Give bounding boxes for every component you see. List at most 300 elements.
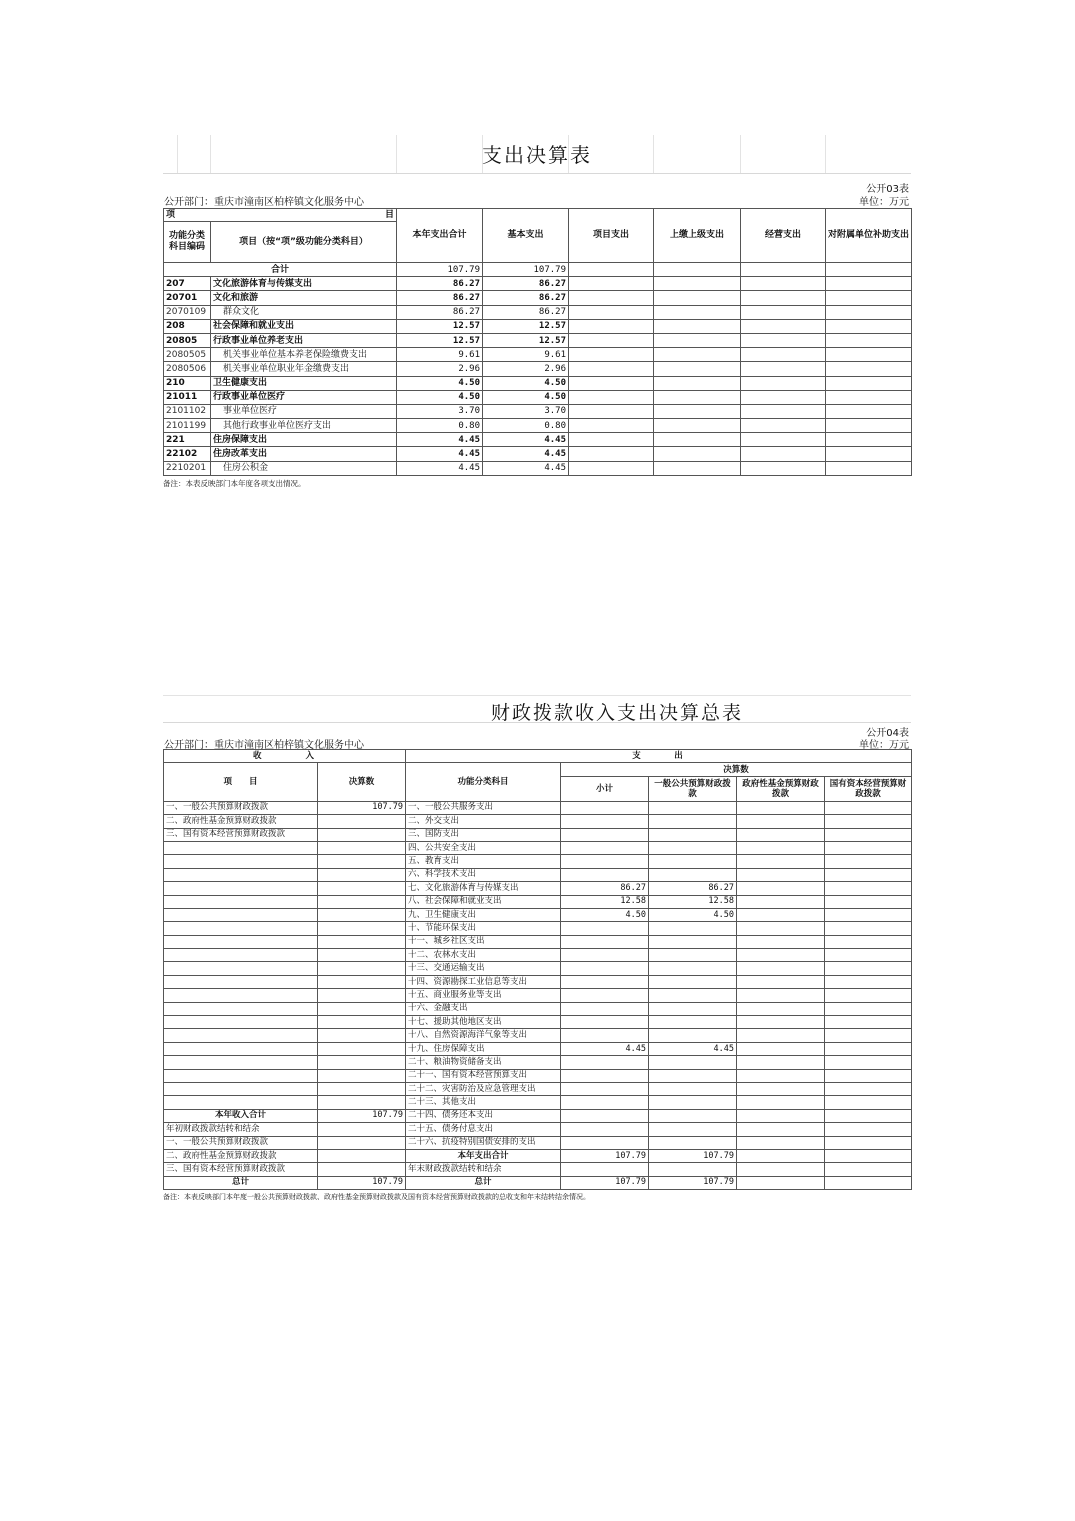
empty-cell bbox=[825, 1163, 912, 1176]
table-row bbox=[164, 1069, 912, 1082]
table1-title-row bbox=[163, 135, 911, 174]
row-income-amount bbox=[318, 1016, 406, 1029]
row-income-label bbox=[164, 1029, 318, 1042]
row-code: 210 bbox=[164, 376, 211, 390]
row-expense-label: 十五、商业服务业等支出 bbox=[406, 989, 561, 1002]
table1-note: 备注：本表反映部门本年度各项支出情况。 bbox=[163, 478, 306, 488]
row-subtotal bbox=[561, 1056, 649, 1069]
empty-cell bbox=[654, 376, 741, 390]
expenditure-table bbox=[163, 208, 912, 476]
table1-form-code: 公开03表 bbox=[866, 184, 909, 195]
row-subtotal: 4.50 bbox=[561, 908, 649, 921]
table-row bbox=[164, 1056, 912, 1069]
row-code: 21011 bbox=[164, 390, 211, 404]
table-row bbox=[164, 1096, 912, 1109]
empty-cell bbox=[825, 1069, 912, 1082]
empty-cell bbox=[741, 447, 826, 461]
table-row bbox=[164, 989, 912, 1002]
empty-cell bbox=[737, 801, 825, 814]
table2-header-row-1 bbox=[164, 750, 912, 763]
empty-cell bbox=[741, 319, 826, 333]
empty-cell bbox=[825, 1176, 912, 1189]
row-name: 住房保障支出 bbox=[211, 433, 397, 447]
table1-title: 支出决算表 bbox=[482, 143, 592, 167]
row-name: 住房公积金 bbox=[211, 461, 397, 475]
header-general: 一般公共预算财政拨款 bbox=[649, 776, 737, 801]
empty-cell bbox=[741, 362, 826, 376]
row-income-label bbox=[164, 962, 318, 975]
empty-cell bbox=[737, 962, 825, 975]
row-income-label: 一、一般公共预算财政拨款 bbox=[164, 1136, 318, 1149]
table2-note: 备注：本表反映部门本年度一般公共预算财政拨款、政府性基金预算财政拨款及国有资本经营预算财政拨款的总收支和年末结转结余情况。 bbox=[163, 1193, 590, 1202]
empty-cell bbox=[741, 461, 826, 475]
row-income-amount bbox=[318, 1056, 406, 1069]
row-basic: 4.45 bbox=[483, 447, 569, 461]
row-total: 0.80 bbox=[397, 419, 483, 433]
row-name: 行政事业单位医疗 bbox=[211, 390, 397, 404]
row-name: 机关事业单位基本养老保险缴费支出 bbox=[211, 348, 397, 362]
row-income-amount bbox=[318, 1123, 406, 1136]
empty-cell bbox=[825, 1136, 912, 1149]
table-row bbox=[164, 895, 912, 908]
empty-cell bbox=[654, 362, 741, 376]
row-basic: 12.57 bbox=[483, 333, 569, 347]
empty-cell bbox=[825, 1042, 912, 1055]
empty-cell bbox=[825, 855, 912, 868]
row-expense-label: 十七、援助其他地区支出 bbox=[406, 1016, 561, 1029]
row-basic: 86.27 bbox=[483, 291, 569, 305]
empty-cell bbox=[569, 390, 654, 404]
row-expense-label: 本年支出合计 bbox=[406, 1149, 561, 1162]
header-subsidy: 对附属单位补助支出 bbox=[826, 209, 912, 263]
row-income-amount bbox=[318, 855, 406, 868]
row-subtotal: 4.45 bbox=[561, 1042, 649, 1055]
row-subtotal bbox=[561, 935, 649, 948]
table2-form-code: 公开04表 bbox=[866, 728, 909, 739]
row-income-label: 三、国有资本经营预算财政拨款 bbox=[164, 1163, 318, 1176]
header-business: 经营支出 bbox=[741, 209, 826, 263]
empty-cell bbox=[569, 433, 654, 447]
row-subtotal bbox=[561, 989, 649, 1002]
row-name: 文化和旅游 bbox=[211, 291, 397, 305]
row-income-label bbox=[164, 949, 318, 962]
header-name: 项目（按“项”级功能分类科目） bbox=[211, 222, 397, 263]
row-expense-label: 二十四、债务还本支出 bbox=[406, 1109, 561, 1122]
table-row bbox=[164, 319, 912, 333]
row-expense-label: 四、公共安全支出 bbox=[406, 841, 561, 854]
empty-cell bbox=[825, 1016, 912, 1029]
row-name: 行政事业单位养老支出 bbox=[211, 333, 397, 347]
row-subtotal bbox=[561, 841, 649, 854]
row-general bbox=[649, 801, 737, 814]
empty-cell bbox=[737, 841, 825, 854]
row-income-label bbox=[164, 1056, 318, 1069]
empty-cell bbox=[569, 362, 654, 376]
empty-cell bbox=[826, 348, 912, 362]
empty-cell bbox=[825, 801, 912, 814]
row-total: 86.27 bbox=[397, 277, 483, 291]
row-code: 2101102 bbox=[164, 404, 211, 418]
empty-cell bbox=[654, 277, 741, 291]
row-expense-label: 十二、农林水支出 bbox=[406, 949, 561, 962]
table-row bbox=[164, 1109, 912, 1122]
table2-meta bbox=[163, 723, 911, 749]
row-code: 207 bbox=[164, 277, 211, 291]
row-expense-label: 二十、粮油物资储备支出 bbox=[406, 1056, 561, 1069]
row-subtotal bbox=[561, 1002, 649, 1015]
table-row bbox=[164, 1123, 912, 1136]
row-total: 3.70 bbox=[397, 404, 483, 418]
row-income-amount bbox=[318, 1082, 406, 1095]
empty-cell bbox=[737, 855, 825, 868]
row-name: 社会保障和就业支出 bbox=[211, 319, 397, 333]
row-income-label bbox=[164, 1042, 318, 1055]
empty-cell bbox=[741, 277, 826, 291]
empty-cell bbox=[825, 1029, 912, 1042]
row-income-amount bbox=[318, 1136, 406, 1149]
table-row bbox=[164, 277, 912, 291]
table-row bbox=[164, 962, 912, 975]
row-basic: 4.50 bbox=[483, 376, 569, 390]
header-total: 本年支出合计 bbox=[397, 209, 483, 263]
empty-cell bbox=[741, 348, 826, 362]
empty-cell bbox=[737, 1176, 825, 1189]
empty-cell bbox=[825, 1002, 912, 1015]
table-row bbox=[164, 419, 912, 433]
table2-unit: 单位：万元 bbox=[859, 740, 909, 751]
empty-cell bbox=[825, 1096, 912, 1109]
row-general bbox=[649, 989, 737, 1002]
row-general: 107.79 bbox=[649, 1176, 737, 1189]
row-basic: 12.57 bbox=[483, 319, 569, 333]
row-income-amount bbox=[318, 908, 406, 921]
row-subtotal bbox=[561, 1029, 649, 1042]
empty-cell bbox=[737, 1069, 825, 1082]
row-general bbox=[649, 975, 737, 988]
row-subtotal bbox=[561, 1163, 649, 1176]
table-row bbox=[164, 348, 912, 362]
row-code: 2210201 bbox=[164, 461, 211, 475]
table-row bbox=[164, 1082, 912, 1095]
empty-cell bbox=[825, 935, 912, 948]
row-total: 4.45 bbox=[397, 433, 483, 447]
header-subtotal: 小计 bbox=[561, 776, 649, 801]
empty-cell bbox=[826, 291, 912, 305]
empty-cell bbox=[826, 277, 912, 291]
row-expense-label: 二十五、债务付息支出 bbox=[406, 1123, 561, 1136]
row-total: 86.27 bbox=[397, 305, 483, 319]
row-subtotal bbox=[561, 1136, 649, 1149]
row-income-amount bbox=[318, 1149, 406, 1162]
table2-body bbox=[164, 801, 912, 1189]
table-row bbox=[164, 922, 912, 935]
table2-title: 财政拨款收入支出决算总表 bbox=[490, 702, 743, 724]
row-subtotal bbox=[561, 801, 649, 814]
table2-department: 公开部门：重庆市潼南区柏梓镇文化服务中心 bbox=[164, 740, 364, 751]
table1-body bbox=[164, 277, 912, 476]
header-func: 功能分类科目 bbox=[406, 763, 561, 801]
header-item: 项 目 bbox=[164, 763, 318, 801]
table-row bbox=[164, 1149, 912, 1162]
empty-cell bbox=[737, 1163, 825, 1176]
empty-cell bbox=[825, 922, 912, 935]
total-amount: 107.79 bbox=[397, 263, 483, 277]
empty-cell bbox=[826, 404, 912, 418]
row-income-label bbox=[164, 841, 318, 854]
row-general bbox=[649, 1082, 737, 1095]
empty-cell bbox=[825, 841, 912, 854]
empty-cell bbox=[737, 1096, 825, 1109]
row-subtotal bbox=[561, 1069, 649, 1082]
row-general: 12.58 bbox=[649, 895, 737, 908]
empty-cell bbox=[826, 461, 912, 475]
table1-header-row-1 bbox=[164, 209, 912, 222]
empty-cell bbox=[741, 376, 826, 390]
table-row bbox=[164, 868, 912, 881]
empty-cell bbox=[737, 989, 825, 1002]
empty-cell bbox=[737, 1016, 825, 1029]
row-basic: 0.80 bbox=[483, 419, 569, 433]
row-income-amount bbox=[318, 815, 406, 828]
row-general bbox=[649, 828, 737, 841]
row-income-amount bbox=[318, 828, 406, 841]
row-income-amount: 107.79 bbox=[318, 1176, 406, 1189]
empty-cell bbox=[569, 319, 654, 333]
row-income-amount bbox=[318, 962, 406, 975]
header-basic: 基本支出 bbox=[483, 209, 569, 263]
row-expense-label: 十三、交通运输支出 bbox=[406, 962, 561, 975]
row-expense-label: 十四、资源勘探工业信息等支出 bbox=[406, 975, 561, 988]
empty-cell bbox=[569, 333, 654, 347]
row-income-label: 本年收入合计 bbox=[164, 1109, 318, 1122]
row-income-label bbox=[164, 855, 318, 868]
table-row bbox=[164, 815, 912, 828]
row-expense-label: 八、社会保障和就业支出 bbox=[406, 895, 561, 908]
row-total: 4.50 bbox=[397, 376, 483, 390]
total-basic: 107.79 bbox=[483, 263, 569, 277]
row-general bbox=[649, 1056, 737, 1069]
row-total: 4.45 bbox=[397, 461, 483, 475]
row-general bbox=[649, 1016, 737, 1029]
empty-cell bbox=[825, 882, 912, 895]
row-expense-label: 二十六、抗疫特别国债安排的支出 bbox=[406, 1136, 561, 1149]
row-expense-label: 三、国防支出 bbox=[406, 828, 561, 841]
row-expense-label: 十一、城乡社区支出 bbox=[406, 935, 561, 948]
table-row bbox=[164, 433, 912, 447]
row-income-amount bbox=[318, 1163, 406, 1176]
row-general bbox=[649, 1136, 737, 1149]
empty-cell bbox=[737, 882, 825, 895]
row-general bbox=[649, 1163, 737, 1176]
header-fund: 政府性基金预算财政拨款 bbox=[737, 776, 825, 801]
row-total: 4.45 bbox=[397, 447, 483, 461]
row-general: 86.27 bbox=[649, 882, 737, 895]
table1-unit: 单位：万元 bbox=[859, 197, 909, 208]
row-expense-label: 二十三、其他支出 bbox=[406, 1096, 561, 1109]
header-amount: 决算数 bbox=[318, 763, 406, 801]
empty-cell bbox=[737, 1082, 825, 1095]
row-subtotal: 107.79 bbox=[561, 1149, 649, 1162]
row-expense-label: 十九、住房保障支出 bbox=[406, 1042, 561, 1055]
table-row bbox=[164, 390, 912, 404]
row-basic: 86.27 bbox=[483, 277, 569, 291]
empty-cell bbox=[737, 935, 825, 948]
empty-cell bbox=[826, 433, 912, 447]
table1-total-row bbox=[164, 263, 912, 277]
empty-cell bbox=[737, 1109, 825, 1122]
empty-cell bbox=[741, 305, 826, 319]
row-income-label bbox=[164, 1016, 318, 1029]
row-basic: 9.61 bbox=[483, 348, 569, 362]
row-basic: 3.70 bbox=[483, 404, 569, 418]
row-income-label: 年初财政拨款结转和结余 bbox=[164, 1123, 318, 1136]
table-row bbox=[164, 1163, 912, 1176]
row-general bbox=[649, 1069, 737, 1082]
row-general: 107.79 bbox=[649, 1149, 737, 1162]
row-income-amount bbox=[318, 1029, 406, 1042]
row-expense-label: 二十二、灾害防治及应急管理支出 bbox=[406, 1082, 561, 1095]
row-income-amount bbox=[318, 935, 406, 948]
row-subtotal: 107.79 bbox=[561, 1176, 649, 1189]
row-expense-label: 年末财政拨款结转和结余 bbox=[406, 1163, 561, 1176]
row-expense-label: 五、教育支出 bbox=[406, 855, 561, 868]
row-income-label bbox=[164, 975, 318, 988]
row-subtotal bbox=[561, 1082, 649, 1095]
row-income-amount bbox=[318, 868, 406, 881]
table-row bbox=[164, 404, 912, 418]
row-expense-label: 十、节能环保支出 bbox=[406, 922, 561, 935]
row-total: 9.61 bbox=[397, 348, 483, 362]
row-code: 221 bbox=[164, 433, 211, 447]
row-code: 2070109 bbox=[164, 305, 211, 319]
row-income-amount: 107.79 bbox=[318, 1109, 406, 1122]
row-name: 事业单位医疗 bbox=[211, 404, 397, 418]
empty-cell bbox=[825, 975, 912, 988]
empty-cell bbox=[737, 1123, 825, 1136]
empty-cell bbox=[825, 989, 912, 1002]
empty-cell bbox=[654, 348, 741, 362]
table2-header-row-2 bbox=[164, 763, 912, 776]
row-expense-label: 七、文化旅游体育与传媒支出 bbox=[406, 882, 561, 895]
table-row bbox=[164, 975, 912, 988]
row-general bbox=[649, 962, 737, 975]
table1-department: 公开部门：重庆市潼南区柏梓镇文化服务中心 bbox=[164, 197, 364, 208]
row-code: 2080505 bbox=[164, 348, 211, 362]
empty-cell bbox=[826, 362, 912, 376]
empty-cell bbox=[654, 291, 741, 305]
table-row bbox=[164, 1002, 912, 1015]
row-name: 住房改革支出 bbox=[211, 447, 397, 461]
empty-cell bbox=[737, 1042, 825, 1055]
row-general bbox=[649, 1096, 737, 1109]
row-income-label: 二、政府性基金预算财政拨款 bbox=[164, 815, 318, 828]
row-income-label: 三、国有资本经营预算财政拨款 bbox=[164, 828, 318, 841]
row-income-amount bbox=[318, 989, 406, 1002]
row-income-label bbox=[164, 908, 318, 921]
row-subtotal bbox=[561, 962, 649, 975]
empty-cell bbox=[737, 828, 825, 841]
row-basic: 4.50 bbox=[483, 390, 569, 404]
row-subtotal bbox=[561, 949, 649, 962]
header-amount2: 决算数 bbox=[561, 763, 912, 776]
empty-cell bbox=[825, 815, 912, 828]
row-general bbox=[649, 868, 737, 881]
row-subtotal bbox=[561, 1096, 649, 1109]
row-expense-label: 总计 bbox=[406, 1176, 561, 1189]
table1-meta bbox=[163, 174, 911, 208]
row-income-label bbox=[164, 895, 318, 908]
row-expense-label: 九、卫生健康支出 bbox=[406, 908, 561, 921]
empty-cell bbox=[737, 922, 825, 935]
row-subtotal bbox=[561, 828, 649, 841]
empty-cell bbox=[654, 447, 741, 461]
row-code: 2080506 bbox=[164, 362, 211, 376]
empty-cell bbox=[826, 333, 912, 347]
header-mu: 目 bbox=[384, 210, 394, 220]
table1-header-xiangmu bbox=[164, 209, 397, 222]
empty-cell bbox=[737, 1149, 825, 1162]
row-general: 4.50 bbox=[649, 908, 737, 921]
row-expense-label: 二十一、国有资本经营预算支出 bbox=[406, 1069, 561, 1082]
table2-title-row bbox=[163, 695, 911, 723]
empty-cell bbox=[569, 419, 654, 433]
header-code: 功能分类科目编码 bbox=[164, 222, 211, 263]
row-general bbox=[649, 815, 737, 828]
row-income-label bbox=[164, 935, 318, 948]
table-row bbox=[164, 291, 912, 305]
row-expense-label: 一、一般公共服务支出 bbox=[406, 801, 561, 814]
empty-cell bbox=[741, 419, 826, 433]
table-row bbox=[164, 801, 912, 814]
row-income-label bbox=[164, 1002, 318, 1015]
empty-cell bbox=[825, 1109, 912, 1122]
table-row bbox=[164, 1029, 912, 1042]
table-row bbox=[164, 461, 912, 475]
empty-cell bbox=[737, 1029, 825, 1042]
row-total: 4.50 bbox=[397, 390, 483, 404]
row-total: 2.96 bbox=[397, 362, 483, 376]
empty-cell bbox=[825, 908, 912, 921]
table-row bbox=[164, 828, 912, 841]
empty-cell bbox=[825, 895, 912, 908]
row-subtotal bbox=[561, 1109, 649, 1122]
row-total: 12.57 bbox=[397, 333, 483, 347]
empty-cell bbox=[569, 277, 654, 291]
empty-cell bbox=[826, 319, 912, 333]
empty-cell bbox=[741, 433, 826, 447]
empty-cell bbox=[737, 975, 825, 988]
row-basic: 4.45 bbox=[483, 433, 569, 447]
table-row bbox=[164, 841, 912, 854]
row-total: 12.57 bbox=[397, 319, 483, 333]
empty-cell bbox=[737, 949, 825, 962]
empty-cell bbox=[825, 1149, 912, 1162]
row-income-amount bbox=[318, 949, 406, 962]
row-income-label: 总计 bbox=[164, 1176, 318, 1189]
row-expense-label: 十八、自然资源海洋气象等支出 bbox=[406, 1029, 561, 1042]
empty-cell bbox=[741, 291, 826, 305]
row-income-label bbox=[164, 882, 318, 895]
empty-cell bbox=[825, 1082, 912, 1095]
header-project: 项目支出 bbox=[569, 209, 654, 263]
row-general bbox=[649, 935, 737, 948]
expenditure-table-section bbox=[163, 135, 911, 489]
row-code: 208 bbox=[164, 319, 211, 333]
header-state: 国有资本经营预算财政拨款 bbox=[825, 776, 912, 801]
row-income-amount bbox=[318, 1096, 406, 1109]
table-row bbox=[164, 935, 912, 948]
row-subtotal bbox=[561, 868, 649, 881]
